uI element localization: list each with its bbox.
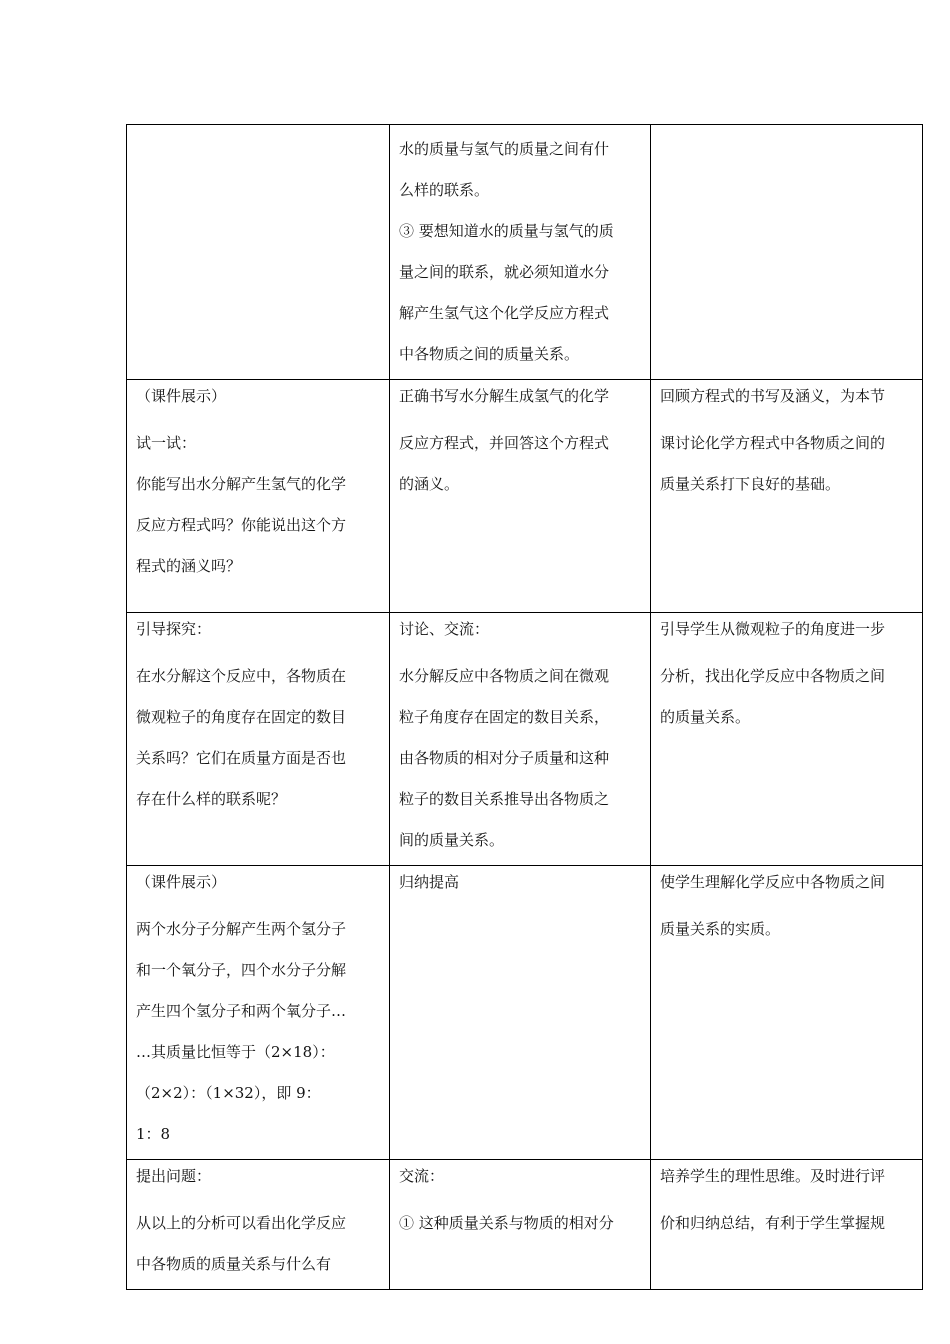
- cell-text-line: …其质量比恒等于（2×18）：: [136, 1043, 335, 1061]
- design-intent-cell: [651, 125, 923, 380]
- cell-text-line: 使学生理解化学反应中各物质之间: [660, 873, 886, 891]
- cell-text-line: 粒子角度存在固定的数目关系，: [399, 708, 610, 726]
- cell-text-line: 引导探究：: [136, 620, 212, 638]
- cell-text-line: （课件展示）: [136, 387, 227, 405]
- student-activity-cell: [390, 1160, 651, 1290]
- cell-text-line: 解产生氢气这个化学反应方程式: [399, 304, 610, 322]
- cell-text-line: 从以上的分析可以看出化学反应: [136, 1214, 347, 1232]
- design-intent-cell: [651, 613, 923, 866]
- cell-text-line: 质量关系打下良好的基础。: [660, 475, 841, 493]
- cell-text-line: 么样的联系。: [399, 181, 490, 199]
- student-activity-cell: [390, 866, 651, 1160]
- table-row: [127, 380, 923, 613]
- cell-text-line: 粒子的数目关系推导出各物质之: [399, 790, 610, 808]
- table-row: [127, 125, 923, 380]
- teacher-activity-cell: [127, 125, 390, 380]
- cell-text-line: 水的质量与氢气的质量之间有什: [399, 140, 610, 158]
- cell-text-line: 程式的涵义吗？: [136, 557, 242, 575]
- cell-text-line: 讨论、交流：: [399, 620, 490, 638]
- cell-text-line: 你能写出水分解产生氢气的化学: [136, 475, 347, 493]
- cell-text-line: 的涵义。: [399, 475, 460, 493]
- student-activity-cell: [390, 125, 651, 380]
- cell-text-line: 存在什么样的联系呢？: [136, 790, 287, 808]
- cell-text-line: 试一试：: [136, 434, 197, 452]
- cell-text-line: 正确书写水分解生成氢气的化学: [399, 387, 610, 405]
- cell-text-line: （课件展示）: [136, 873, 227, 891]
- table-row: [127, 1160, 923, 1290]
- design-intent-cell: [651, 1160, 923, 1290]
- cell-text-line: 分析，找出化学反应中各物质之间: [660, 667, 886, 685]
- student-activity-cell: [390, 613, 651, 866]
- cell-text-line: 交流：: [399, 1167, 445, 1185]
- cell-text-line: 水分解反应中各物质之间在微观: [399, 667, 610, 685]
- cell-text-line: 引导学生从微观粒子的角度进一步: [660, 620, 886, 638]
- cell-text-line: ③ 要想知道水的质量与氢气的质: [399, 222, 614, 240]
- cell-text-line: 中各物质之间的质量关系。: [399, 345, 580, 363]
- teacher-activity-cell: [127, 1160, 390, 1290]
- cell-text-line: 间的质量关系。: [399, 831, 505, 849]
- cell-text-line: 培养学生的理性思维。及时进行评: [660, 1167, 886, 1185]
- cell-text-line: 回顾方程式的书写及涵义，为本节: [660, 387, 886, 405]
- cell-text-line: 产生四个氢分子和两个氧分子…: [136, 1002, 347, 1020]
- cell-text-line: 价和归纳总结，有利于学生掌握规: [660, 1214, 886, 1232]
- cell-text-line: 质量关系的实质。: [660, 920, 781, 938]
- teacher-activity-cell: [127, 613, 390, 866]
- table-row: [127, 866, 923, 1160]
- lesson-plan-table: [126, 124, 923, 1290]
- design-intent-cell: [651, 866, 923, 1160]
- cell-text-line: 反应方程式，并回答这个方程式: [399, 434, 610, 452]
- cell-text-line: 关系吗？它们在质量方面是否也: [136, 749, 347, 767]
- cell-text-line: 微观粒子的角度存在固定的数目: [136, 708, 347, 726]
- teacher-activity-cell: [127, 866, 390, 1160]
- cell-text-line: 提出问题：: [136, 1167, 212, 1185]
- cell-text-line: 归纳提高: [399, 873, 460, 891]
- cell-text-line: 中各物质的质量关系与什么有: [136, 1255, 332, 1273]
- cell-text-line: 的质量关系。: [660, 708, 751, 726]
- cell-text-line: ① 这种质量关系与物质的相对分: [399, 1214, 614, 1232]
- cell-text-line: 1：8: [136, 1125, 171, 1143]
- cell-text-line: 两个水分子分解产生两个氢分子: [136, 920, 347, 938]
- cell-text-line: 和一个氧分子，四个水分子分解: [136, 961, 347, 979]
- cell-text-line: 量之间的联系，就必须知道水分: [399, 263, 610, 281]
- cell-text-line: 课讨论化学方程式中各物质之间的: [660, 434, 886, 452]
- cell-text-line: 反应方程式吗？你能说出这个方: [136, 516, 347, 534]
- student-activity-cell: [390, 380, 651, 613]
- design-intent-cell: [651, 380, 923, 613]
- teacher-activity-cell: [127, 380, 390, 613]
- table-row: [127, 613, 923, 866]
- cell-text-line: 由各物质的相对分子质量和这种: [399, 749, 610, 767]
- cell-text-line: （2×2）：（1×32），即 9：: [136, 1084, 321, 1102]
- cell-text-line: 在水分解这个反应中，各物质在: [136, 667, 347, 685]
